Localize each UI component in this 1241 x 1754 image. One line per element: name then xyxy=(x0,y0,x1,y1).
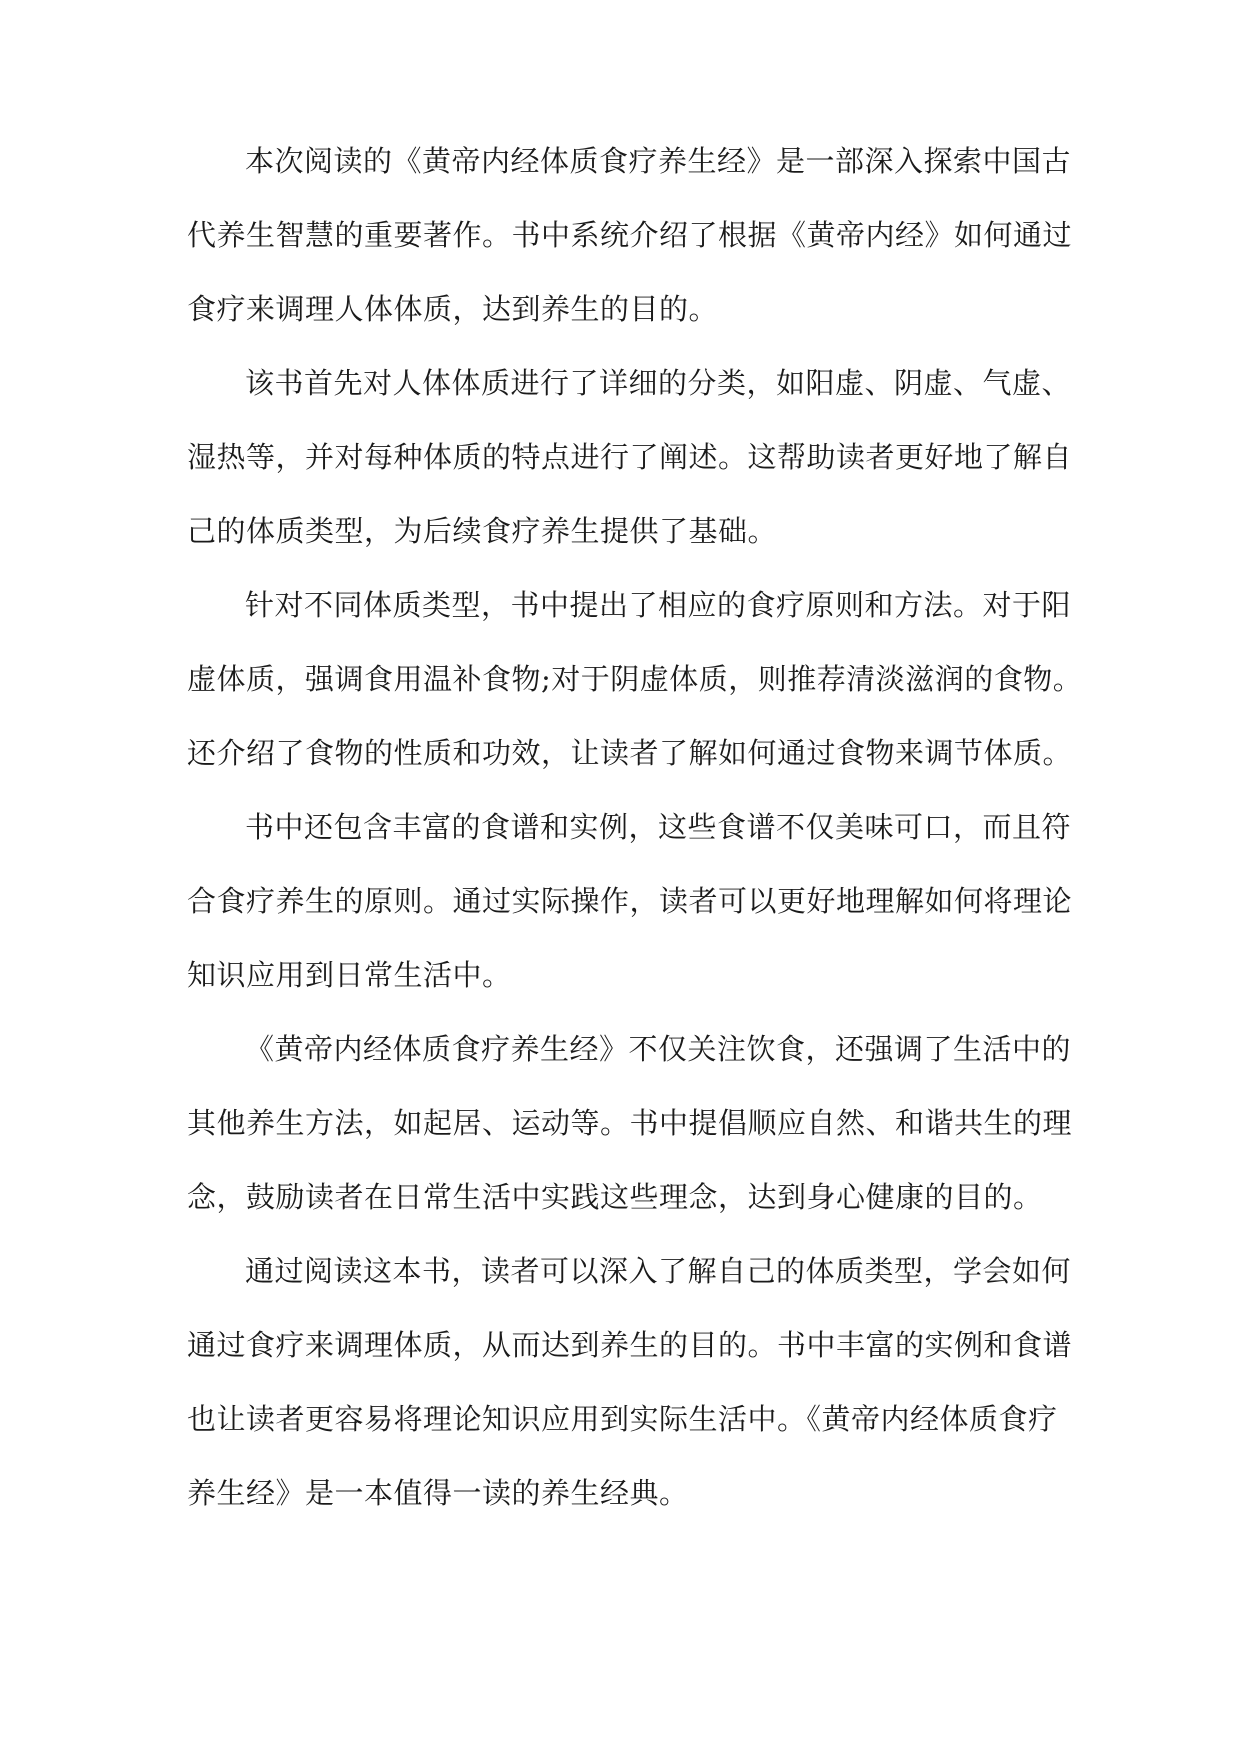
text-line: 食疗来调理人体体质，达到养生的目的。 xyxy=(187,292,719,326)
text-line: 养生经》是一本值得一读的养生经典。 xyxy=(187,1476,689,1510)
body-text xyxy=(187,142,1083,1548)
text-line: 本次阅读的《黄帝内经体质食疗养生经》是一部深入探索中国古 xyxy=(245,144,1072,178)
text-line: 湿热等，并对每种体质的特点进行了阐述。这帮助读者更好地了解自 xyxy=(187,440,1073,474)
text-line: 己的体质类型，为后续食疗养生提供了基础。 xyxy=(187,514,778,548)
paragraph-1 xyxy=(187,142,1073,364)
paragraph-3 xyxy=(187,586,1083,808)
text-line: 该书首先对人体体质进行了详细的分类，如阳虚、阴虚、气虚、 xyxy=(245,366,1072,400)
text-line: 代养生智慧的重要著作。书中系统介绍了根据《黄帝内经》如何通过 xyxy=(187,218,1073,252)
paragraph-6 xyxy=(187,1252,1073,1548)
text-line: 《黄帝内经体质食疗养生经》不仅关注饮食，还强调了生活中的 xyxy=(245,1032,1072,1066)
text-line: 知识应用到日常生活中。 xyxy=(187,958,512,992)
text-line: 也让读者更容易将理论知识应用到实际生活中。《黄帝内经体质食疗 xyxy=(187,1402,1058,1436)
text-line: 通过阅读这本书，读者可以深入了解自己的体质类型，学会如何 xyxy=(245,1254,1072,1288)
text-line: 针对不同体质类型，书中提出了相应的食疗原则和方法。对于阳 xyxy=(245,588,1072,622)
text-line: 书中还包含丰富的食谱和实例，这些食谱不仅美味可口，而且符 xyxy=(245,810,1072,844)
text-line: 合食疗养生的原则。通过实际操作，读者可以更好地理解如何将理论 xyxy=(187,884,1073,918)
paragraph-4 xyxy=(187,808,1073,1030)
text-line: 其他养生方法，如起居、运动等。书中提倡顺应自然、和谐共生的理 xyxy=(187,1106,1073,1140)
text-line: 通过食疗来调理体质，从而达到养生的目的。书中丰富的实例和食谱 xyxy=(187,1328,1073,1362)
paragraph-5 xyxy=(187,1030,1073,1252)
text-line: 还介绍了食物的性质和功效，让读者了解如何通过食物来调节体质。 xyxy=(187,736,1073,770)
text-line: 虚体质，强调食用温补食物;对于阴虚体质，则推荐清淡滋润的食物。 xyxy=(187,662,1083,696)
paragraph-2 xyxy=(187,364,1073,586)
text-line: 念，鼓励读者在日常生活中实践这些理念，达到身心健康的目的。 xyxy=(187,1180,1043,1214)
